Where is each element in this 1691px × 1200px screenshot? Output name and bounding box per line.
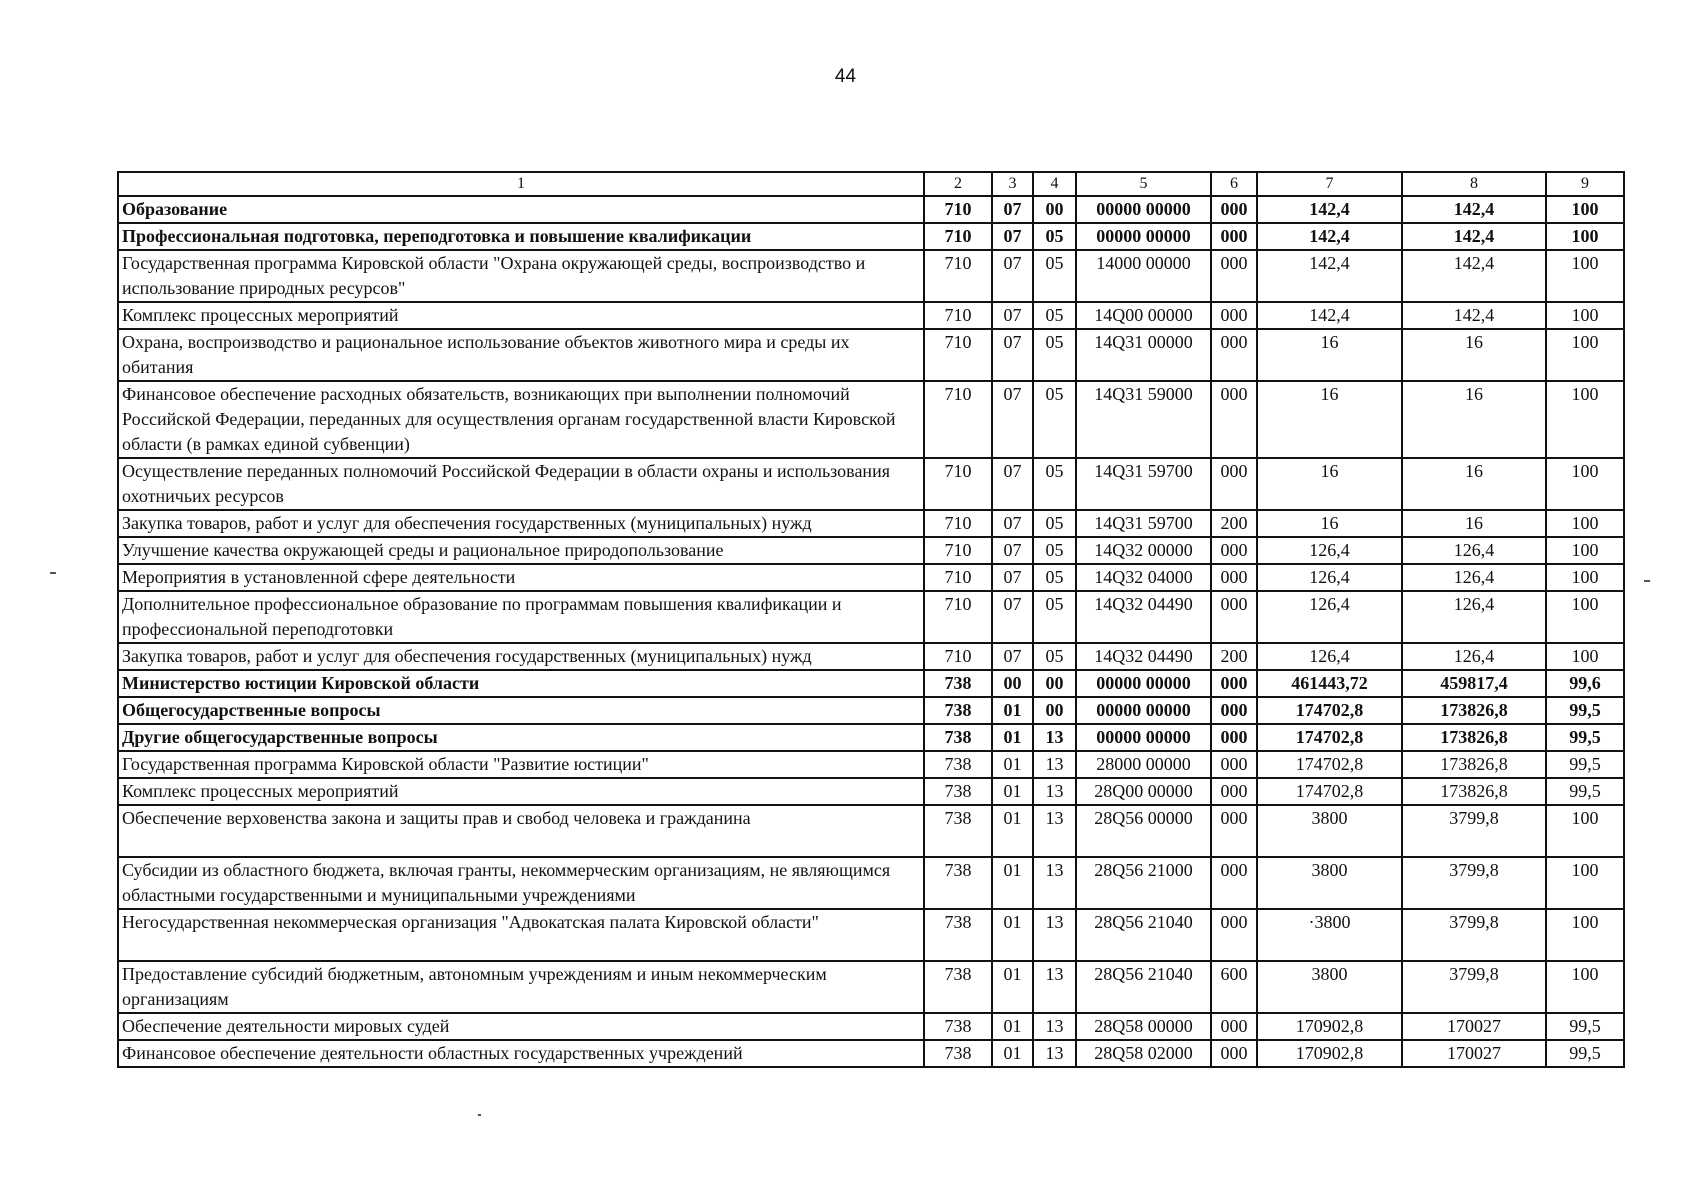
code-cell-2: 710 [924, 643, 992, 670]
value-cell-8: 173826,8 [1402, 697, 1546, 724]
code-cell-4: 05 [1033, 643, 1076, 670]
code-cell-5: 00000 00000 [1076, 670, 1211, 697]
code-cell-4: 13 [1033, 805, 1076, 857]
table-row [118, 250, 1624, 302]
code-cell-6: 000 [1211, 1040, 1257, 1067]
value-cell-7: 3800 [1257, 961, 1402, 1013]
header-cell-9: 9 [1546, 172, 1624, 196]
value-cell-7: 3800 [1257, 805, 1402, 857]
value-cell-8: 126,4 [1402, 537, 1546, 564]
table-row [118, 381, 1624, 458]
code-cell-2: 710 [924, 510, 992, 537]
code-cell-3: 07 [992, 458, 1033, 510]
row-name-cell: Закупка товаров, работ и услуг для обеспечения государственных (муниципальных) нужд [118, 643, 924, 670]
value-cell-8: 170027 [1402, 1040, 1546, 1067]
value-cell-9: 99,5 [1546, 724, 1624, 751]
value-cell-7: 3800 [1257, 857, 1402, 909]
code-cell-2: 710 [924, 537, 992, 564]
value-cell-8: 459817,4 [1402, 670, 1546, 697]
value-cell-7: 174702,8 [1257, 778, 1402, 805]
value-cell-9: 100 [1546, 857, 1624, 909]
value-cell-7: 142,4 [1257, 250, 1402, 302]
row-name-cell: Осуществление переданных полномочий Российской Федерации в области охраны и использования охотничьих ресурсов [118, 458, 924, 510]
value-cell-9: 100 [1546, 591, 1624, 643]
table-row [118, 643, 1624, 670]
code-cell-4: 05 [1033, 302, 1076, 329]
code-cell-5: 28Q58 00000 [1076, 1013, 1211, 1040]
code-cell-2: 738 [924, 961, 992, 1013]
code-cell-5: 14Q00 00000 [1076, 302, 1211, 329]
value-cell-7: 170902,8 [1257, 1013, 1402, 1040]
table-row [118, 778, 1624, 805]
code-cell-3: 01 [992, 751, 1033, 778]
value-cell-9: 100 [1546, 196, 1624, 223]
row-name-cell: Общегосударственные вопросы [118, 697, 924, 724]
code-cell-5: 28Q58 02000 [1076, 1040, 1211, 1067]
code-cell-4: 13 [1033, 857, 1076, 909]
value-cell-7: 126,4 [1257, 537, 1402, 564]
value-cell-9: 100 [1546, 643, 1624, 670]
value-cell-9: 100 [1546, 302, 1624, 329]
code-cell-5: 28Q56 21000 [1076, 857, 1211, 909]
code-cell-5: 14Q31 00000 [1076, 329, 1211, 381]
code-cell-3: 07 [992, 223, 1033, 250]
table-row [118, 1013, 1624, 1040]
code-cell-2: 738 [924, 724, 992, 751]
code-cell-3: 07 [992, 591, 1033, 643]
code-cell-2: 738 [924, 697, 992, 724]
code-cell-6: 000 [1211, 381, 1257, 458]
value-cell-8: 3799,8 [1402, 909, 1546, 961]
code-cell-6: 000 [1211, 724, 1257, 751]
code-cell-5: 28Q56 21040 [1076, 961, 1211, 1013]
table-row [118, 961, 1624, 1013]
table-row [118, 223, 1624, 250]
code-cell-6: 000 [1211, 751, 1257, 778]
value-cell-7: 174702,8 [1257, 697, 1402, 724]
code-cell-2: 738 [924, 1013, 992, 1040]
value-cell-8: 16 [1402, 329, 1546, 381]
code-cell-6: 000 [1211, 458, 1257, 510]
code-cell-4: 13 [1033, 961, 1076, 1013]
table-row [118, 751, 1624, 778]
value-cell-9: 100 [1546, 223, 1624, 250]
value-cell-9: 100 [1546, 458, 1624, 510]
value-cell-7: 16 [1257, 458, 1402, 510]
table-row [118, 697, 1624, 724]
code-cell-3: 01 [992, 805, 1033, 857]
value-cell-8: 126,4 [1402, 643, 1546, 670]
code-cell-6: 000 [1211, 302, 1257, 329]
code-cell-6: 000 [1211, 591, 1257, 643]
value-cell-8: 126,4 [1402, 591, 1546, 643]
value-cell-7: 16 [1257, 510, 1402, 537]
row-name-cell: Обеспечение деятельности мировых судей [118, 1013, 924, 1040]
code-cell-3: 07 [992, 196, 1033, 223]
value-cell-9: 100 [1546, 805, 1624, 857]
table-row [118, 591, 1624, 643]
code-cell-3: 07 [992, 302, 1033, 329]
value-cell-8: 16 [1402, 458, 1546, 510]
code-cell-6: 000 [1211, 196, 1257, 223]
value-cell-7: 126,4 [1257, 564, 1402, 591]
code-cell-5: 28Q56 00000 [1076, 805, 1211, 857]
code-cell-4: 05 [1033, 510, 1076, 537]
header-cell-4: 4 [1033, 172, 1076, 196]
row-name-cell: Улучшение качества окружающей среды и рациональное природопользование [118, 537, 924, 564]
code-cell-4: 00 [1033, 196, 1076, 223]
value-cell-7: 142,4 [1257, 302, 1402, 329]
value-cell-7: 461443,72 [1257, 670, 1402, 697]
value-cell-7: ·3800 [1257, 909, 1402, 961]
value-cell-8: 126,4 [1402, 564, 1546, 591]
row-name-cell: Обеспечение верховенства закона и защиты прав и свобод человека и гражданина [118, 805, 924, 857]
code-cell-2: 738 [924, 670, 992, 697]
value-cell-7: 142,4 [1257, 223, 1402, 250]
code-cell-4: 13 [1033, 751, 1076, 778]
code-cell-4: 05 [1033, 329, 1076, 381]
value-cell-7: 16 [1257, 381, 1402, 458]
table-header-row [118, 172, 1624, 196]
header-cell-6: 6 [1211, 172, 1257, 196]
code-cell-3: 01 [992, 857, 1033, 909]
row-name-cell: Мероприятия в установленной сфере деятельности [118, 564, 924, 591]
row-name-cell: Государственная программа Кировской области "Развитие юстиции" [118, 751, 924, 778]
scan-mark [1644, 580, 1650, 582]
code-cell-2: 738 [924, 909, 992, 961]
code-cell-3: 07 [992, 250, 1033, 302]
code-cell-6: 000 [1211, 909, 1257, 961]
header-cell-7: 7 [1257, 172, 1402, 196]
code-cell-2: 710 [924, 458, 992, 510]
table-row [118, 510, 1624, 537]
code-cell-6: 000 [1211, 805, 1257, 857]
value-cell-7: 126,4 [1257, 643, 1402, 670]
header-cell-1: 1 [118, 172, 924, 196]
table-row [118, 564, 1624, 591]
code-cell-5: 00000 00000 [1076, 697, 1211, 724]
scan-mark [478, 1114, 481, 1116]
value-cell-8: 173826,8 [1402, 751, 1546, 778]
code-cell-6: 000 [1211, 670, 1257, 697]
value-cell-9: 99,5 [1546, 1040, 1624, 1067]
table-row [118, 805, 1624, 857]
value-cell-7: 174702,8 [1257, 724, 1402, 751]
row-name-cell: Финансовое обеспечение деятельности областных государственных учреждений [118, 1040, 924, 1067]
value-cell-8: 16 [1402, 510, 1546, 537]
code-cell-4: 05 [1033, 591, 1076, 643]
table-row [118, 857, 1624, 909]
code-cell-6: 000 [1211, 250, 1257, 302]
code-cell-6: 000 [1211, 857, 1257, 909]
table-row [118, 909, 1624, 961]
value-cell-8: 173826,8 [1402, 778, 1546, 805]
value-cell-7: 170902,8 [1257, 1040, 1402, 1067]
row-name-cell: Комплекс процессных мероприятий [118, 778, 924, 805]
budget-table-container [117, 171, 1623, 1068]
code-cell-5: 14000 00000 [1076, 250, 1211, 302]
code-cell-3: 07 [992, 537, 1033, 564]
code-cell-6: 000 [1211, 223, 1257, 250]
table-row [118, 670, 1624, 697]
value-cell-9: 100 [1546, 909, 1624, 961]
code-cell-5: 14Q31 59700 [1076, 510, 1211, 537]
code-cell-2: 738 [924, 857, 992, 909]
row-name-cell: Субсидии из областного бюджета, включая гранты, некоммерческим организациям, не являющимся областными государственными и муниципальными учреждениями [118, 857, 924, 909]
table-row [118, 196, 1624, 223]
value-cell-9: 100 [1546, 510, 1624, 537]
code-cell-5: 14Q31 59000 [1076, 381, 1211, 458]
code-cell-4: 00 [1033, 697, 1076, 724]
code-cell-5: 00000 00000 [1076, 196, 1211, 223]
code-cell-2: 710 [924, 250, 992, 302]
code-cell-5: 14Q32 04490 [1076, 643, 1211, 670]
code-cell-6: 000 [1211, 564, 1257, 591]
code-cell-6: 000 [1211, 537, 1257, 564]
row-name-cell: Предоставление субсидий бюджетным, автономным учреждениям и иным некоммерческим организациям [118, 961, 924, 1013]
row-name-cell: Государственная программа Кировской области "Охрана окружающей среды, воспроизводство и использование природных ресурсов" [118, 250, 924, 302]
code-cell-3: 01 [992, 909, 1033, 961]
code-cell-5: 00000 00000 [1076, 724, 1211, 751]
code-cell-5: 14Q32 00000 [1076, 537, 1211, 564]
code-cell-4: 00 [1033, 670, 1076, 697]
value-cell-9: 99,6 [1546, 670, 1624, 697]
value-cell-9: 100 [1546, 564, 1624, 591]
row-name-cell: Дополнительное профессиональное образование по программам повышения квалификации и профессиональной переподготовки [118, 591, 924, 643]
value-cell-8: 142,4 [1402, 302, 1546, 329]
code-cell-3: 07 [992, 510, 1033, 537]
value-cell-9: 100 [1546, 537, 1624, 564]
code-cell-2: 710 [924, 223, 992, 250]
code-cell-2: 738 [924, 805, 992, 857]
code-cell-2: 710 [924, 564, 992, 591]
value-cell-8: 142,4 [1402, 250, 1546, 302]
value-cell-8: 3799,8 [1402, 961, 1546, 1013]
value-cell-9: 100 [1546, 250, 1624, 302]
code-cell-2: 710 [924, 591, 992, 643]
value-cell-9: 99,5 [1546, 751, 1624, 778]
code-cell-3: 01 [992, 1040, 1033, 1067]
code-cell-5: 28Q00 00000 [1076, 778, 1211, 805]
code-cell-3: 07 [992, 564, 1033, 591]
code-cell-2: 710 [924, 329, 992, 381]
code-cell-5: 28Q56 21040 [1076, 909, 1211, 961]
code-cell-2: 710 [924, 302, 992, 329]
value-cell-9: 100 [1546, 381, 1624, 458]
table-row [118, 724, 1624, 751]
page-number: 44 [834, 66, 857, 87]
value-cell-8: 142,4 [1402, 196, 1546, 223]
value-cell-9: 99,5 [1546, 1013, 1624, 1040]
code-cell-3: 07 [992, 329, 1033, 381]
table-row [118, 329, 1624, 381]
code-cell-3: 01 [992, 724, 1033, 751]
code-cell-3: 00 [992, 670, 1033, 697]
code-cell-4: 13 [1033, 724, 1076, 751]
row-name-cell: Закупка товаров, работ и услуг для обеспечения государственных (муниципальных) нужд [118, 510, 924, 537]
row-name-cell: Комплекс процессных мероприятий [118, 302, 924, 329]
header-cell-8: 8 [1402, 172, 1546, 196]
code-cell-3: 01 [992, 961, 1033, 1013]
value-cell-9: 100 [1546, 961, 1624, 1013]
row-name-cell: Другие общегосударственные вопросы [118, 724, 924, 751]
code-cell-4: 13 [1033, 1013, 1076, 1040]
code-cell-4: 13 [1033, 909, 1076, 961]
value-cell-7: 174702,8 [1257, 751, 1402, 778]
code-cell-3: 01 [992, 778, 1033, 805]
value-cell-8: 16 [1402, 381, 1546, 458]
value-cell-8: 142,4 [1402, 223, 1546, 250]
row-name-cell: Профессиональная подготовка, переподготовка и повышение квалификации [118, 223, 924, 250]
code-cell-5: 14Q32 04000 [1076, 564, 1211, 591]
code-cell-6: 200 [1211, 643, 1257, 670]
value-cell-7: 126,4 [1257, 591, 1402, 643]
code-cell-6: 000 [1211, 697, 1257, 724]
scan-mark [50, 572, 56, 574]
code-cell-2: 738 [924, 1040, 992, 1067]
header-cell-5: 5 [1076, 172, 1211, 196]
code-cell-6: 600 [1211, 961, 1257, 1013]
code-cell-6: 000 [1211, 778, 1257, 805]
row-name-cell: Образование [118, 196, 924, 223]
code-cell-4: 05 [1033, 564, 1076, 591]
row-name-cell: Охрана, воспроизводство и рациональное использование объектов животного мира и среды их обитания [118, 329, 924, 381]
code-cell-3: 01 [992, 1013, 1033, 1040]
table-row [118, 1040, 1624, 1067]
value-cell-9: 99,5 [1546, 697, 1624, 724]
value-cell-7: 142,4 [1257, 196, 1402, 223]
code-cell-4: 05 [1033, 537, 1076, 564]
row-name-cell: Финансовое обеспечение расходных обязательств, возникающих при выполнении полномочий Российской Федерации, переданных для осуществления органам государственной власти Кировской области (в рамках единой субвенции) [118, 381, 924, 458]
code-cell-6: 200 [1211, 510, 1257, 537]
code-cell-4: 05 [1033, 223, 1076, 250]
table-row [118, 458, 1624, 510]
code-cell-5: 00000 00000 [1076, 223, 1211, 250]
code-cell-4: 13 [1033, 1040, 1076, 1067]
code-cell-3: 07 [992, 381, 1033, 458]
code-cell-5: 14Q32 04490 [1076, 591, 1211, 643]
budget-table [117, 171, 1625, 1068]
value-cell-8: 3799,8 [1402, 857, 1546, 909]
code-cell-4: 05 [1033, 381, 1076, 458]
table-body [118, 172, 1624, 1067]
value-cell-8: 170027 [1402, 1013, 1546, 1040]
row-name-cell: Негосударственная некоммерческая организация "Адвокатская палата Кировской области" [118, 909, 924, 961]
code-cell-2: 738 [924, 751, 992, 778]
value-cell-9: 100 [1546, 329, 1624, 381]
header-cell-2: 2 [924, 172, 992, 196]
code-cell-2: 738 [924, 778, 992, 805]
header-cell-3: 3 [992, 172, 1033, 196]
code-cell-5: 28000 00000 [1076, 751, 1211, 778]
code-cell-4: 05 [1033, 250, 1076, 302]
code-cell-4: 05 [1033, 458, 1076, 510]
value-cell-8: 3799,8 [1402, 805, 1546, 857]
code-cell-2: 710 [924, 196, 992, 223]
code-cell-3: 07 [992, 643, 1033, 670]
table-row [118, 302, 1624, 329]
table-row [118, 537, 1624, 564]
value-cell-8: 173826,8 [1402, 724, 1546, 751]
row-name-cell: Министерство юстиции Кировской области [118, 670, 924, 697]
code-cell-6: 000 [1211, 329, 1257, 381]
value-cell-7: 16 [1257, 329, 1402, 381]
code-cell-5: 14Q31 59700 [1076, 458, 1211, 510]
value-cell-9: 99,5 [1546, 778, 1624, 805]
code-cell-3: 01 [992, 697, 1033, 724]
code-cell-6: 000 [1211, 1013, 1257, 1040]
code-cell-4: 13 [1033, 778, 1076, 805]
code-cell-2: 710 [924, 381, 992, 458]
